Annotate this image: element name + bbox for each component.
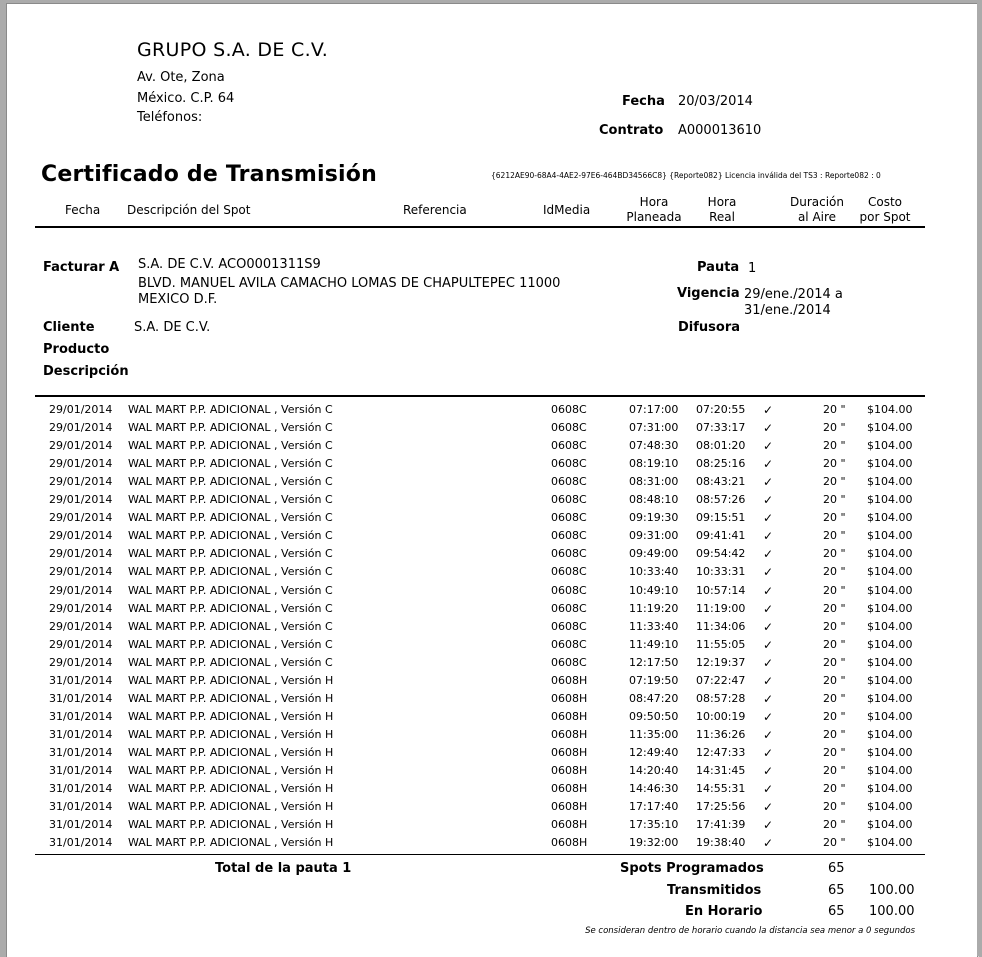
facturar-address-1: BLVD. MANUEL AVILA CAMACHO LOMAS DE CHAPULTEPEC 11000 (138, 276, 561, 291)
table-row (7, 457, 977, 475)
row-descripcion: WAL MART P.P. ADICIONAL , Versión C (128, 511, 333, 525)
row-hora-real: 10:57:14 (696, 583, 746, 597)
check-icon: ✓ (763, 529, 774, 544)
row-duracion: 20 " (823, 493, 846, 507)
row-idmedia: 0608H (551, 836, 588, 850)
row-hora-planeada: 12:49:40 (629, 745, 679, 759)
row-duracion: 20 " (823, 637, 846, 651)
row-duracion: 20 " (823, 529, 846, 543)
row-duracion: 20 " (823, 439, 846, 453)
row-fecha: 31/01/2014 (49, 800, 113, 814)
row-hora-real: 12:19:37 (696, 655, 746, 669)
check-icon: ✓ (763, 709, 774, 724)
row-idmedia: 0608H (551, 782, 588, 796)
row-duracion: 20 " (823, 673, 846, 687)
row-hora-real: 10:00:19 (696, 709, 746, 723)
footnote: Se consideran dentro de horario cuando la distancia sea menor a 0 segundos (585, 926, 915, 936)
col-header-hora-real-line1: Hora (707, 195, 737, 209)
row-fecha: 29/01/2014 (49, 547, 113, 561)
row-fecha: 29/01/2014 (49, 493, 113, 507)
row-fecha: 29/01/2014 (49, 655, 113, 669)
vigencia-value-2: 31/ene./2014 (744, 303, 831, 318)
col-header-duracion-line2: al Aire (797, 210, 837, 224)
pauta-label: Pauta (697, 260, 740, 275)
row-idmedia: 0608H (551, 727, 588, 741)
row-fecha: 29/01/2014 (49, 565, 113, 579)
check-icon: ✓ (763, 601, 774, 616)
row-descripcion: WAL MART P.P. ADICIONAL , Versión C (128, 565, 333, 579)
row-fecha: 29/01/2014 (49, 475, 113, 489)
row-hora-real: 07:20:55 (696, 403, 746, 416)
row-duracion: 20 " (823, 709, 846, 723)
col-header-hora-real-line2: Real (709, 210, 735, 224)
company-phones: Teléfonos: (137, 110, 203, 125)
table-row (7, 782, 977, 800)
row-idmedia: 0608C (551, 601, 587, 615)
row-descripcion: WAL MART P.P. ADICIONAL , Versión C (128, 655, 333, 669)
row-hora-real: 11:36:26 (696, 727, 746, 741)
table-row (7, 547, 977, 565)
report-title: Certificado de Transmisión (41, 162, 377, 187)
check-icon: ✓ (763, 511, 774, 526)
row-descripcion: WAL MART P.P. ADICIONAL , Versión C (128, 493, 333, 507)
row-hora-planeada: 07:31:00 (629, 421, 679, 435)
col-header-hora-real (693, 195, 751, 225)
facturar-address-2: MEXICO D.F. (138, 292, 218, 307)
col-header-duracion-line1: Duración (789, 195, 844, 209)
row-duracion: 20 " (823, 403, 846, 416)
row-idmedia: 0608C (551, 493, 587, 507)
row-hora-real: 17:41:39 (696, 818, 746, 832)
check-icon: ✓ (763, 655, 774, 670)
row-fecha: 29/01/2014 (49, 583, 113, 597)
row-hora-planeada: 11:35:00 (629, 727, 679, 741)
row-hora-real: 09:15:51 (696, 511, 746, 525)
row-descripcion: WAL MART P.P. ADICIONAL , Versión H (128, 727, 334, 741)
row-descripcion: WAL MART P.P. ADICIONAL , Versión H (128, 800, 334, 814)
row-hora-planeada: 08:31:00 (629, 475, 679, 489)
check-icon: ✓ (763, 547, 774, 562)
row-costo: $104.00 (867, 565, 913, 579)
row-costo: $104.00 (867, 709, 913, 723)
row-fecha: 31/01/2014 (49, 709, 113, 723)
col-header-fecha: Fecha (65, 203, 101, 217)
fecha-value: 20/03/2014 (678, 94, 753, 109)
row-hora-real: 07:22:47 (696, 673, 746, 687)
row-hora-real: 14:31:45 (696, 764, 746, 777)
row-costo: $104.00 (867, 583, 913, 597)
row-hora-real: 14:55:31 (696, 782, 746, 796)
cliente-value: S.A. DE C.V. (134, 320, 211, 335)
row-hora-real: 08:01:20 (696, 439, 746, 453)
table-row (7, 493, 977, 511)
company-address-line-1: Av. Ote, Zona (137, 70, 225, 85)
row-idmedia: 0608H (551, 709, 588, 723)
row-costo: $104.00 (867, 475, 913, 489)
row-costo: $104.00 (867, 691, 913, 705)
contrato-value: A000013610 (678, 123, 762, 138)
col-header-referencia: Referencia (403, 203, 467, 217)
row-fecha: 29/01/2014 (49, 619, 113, 633)
row-costo: $104.00 (867, 782, 913, 796)
table-row (7, 584, 977, 602)
en-horario-pct: 100.00 (869, 904, 915, 919)
row-costo: $104.00 (867, 493, 913, 507)
check-icon: ✓ (763, 619, 774, 634)
row-costo: $104.00 (867, 800, 913, 814)
table-row (7, 620, 977, 638)
row-fecha: 29/01/2014 (49, 457, 113, 471)
table-row (7, 475, 977, 493)
row-duracion: 20 " (823, 745, 846, 759)
check-icon: ✓ (763, 800, 774, 815)
row-costo: $104.00 (867, 403, 913, 416)
row-costo: $104.00 (867, 818, 913, 832)
row-idmedia: 0608H (551, 764, 588, 777)
table-row (7, 692, 977, 710)
row-costo: $104.00 (867, 529, 913, 543)
row-idmedia: 0608H (551, 673, 588, 687)
col-header-costo-line2: por Spot (859, 210, 911, 224)
row-duracion: 20 " (823, 655, 846, 669)
transmitidos-value: 65 (828, 883, 845, 898)
page-edge (977, 3, 982, 956)
row-costo: $104.00 (867, 745, 913, 759)
row-fecha: 31/01/2014 (49, 673, 113, 687)
contrato-label: Contrato (599, 123, 664, 138)
row-hora-real: 07:33:17 (696, 421, 746, 435)
row-fecha: 31/01/2014 (49, 727, 113, 741)
row-hora-planeada: 11:33:40 (629, 619, 679, 633)
row-hora-real: 08:57:28 (696, 691, 746, 705)
row-idmedia: 0608H (551, 691, 588, 705)
table-row (7, 511, 977, 529)
table-row (7, 529, 977, 547)
check-icon: ✓ (763, 403, 774, 417)
table-row (7, 728, 977, 746)
transmitidos-label: Transmitidos (667, 883, 762, 898)
row-fecha: 29/01/2014 (49, 403, 113, 416)
row-descripcion: WAL MART P.P. ADICIONAL , Versión C (128, 547, 333, 561)
row-costo: $104.00 (867, 421, 913, 435)
row-costo: $104.00 (867, 601, 913, 615)
row-costo: $104.00 (867, 764, 913, 777)
table-row (7, 403, 977, 421)
table-row (7, 638, 977, 656)
row-duracion: 20 " (823, 547, 846, 561)
row-fecha: 31/01/2014 (49, 782, 113, 796)
descripcion-label: Descripción (43, 364, 129, 379)
check-icon: ✓ (763, 673, 774, 688)
table-row (7, 764, 977, 782)
row-descripcion: WAL MART P.P. ADICIONAL , Versión C (128, 439, 333, 453)
report-page (6, 3, 978, 957)
row-costo: $104.00 (867, 619, 913, 633)
col-header-descripcion: Descripción del Spot (127, 203, 251, 217)
row-duracion: 20 " (823, 583, 846, 597)
row-idmedia: 0608C (551, 637, 587, 651)
row-descripcion: WAL MART P.P. ADICIONAL , Versión C (128, 637, 333, 651)
row-idmedia: 0608C (551, 583, 587, 597)
row-hora-planeada: 08:19:10 (629, 457, 679, 471)
row-idmedia: 0608C (551, 529, 587, 543)
row-idmedia: 0608H (551, 800, 588, 814)
row-duracion: 20 " (823, 511, 846, 525)
table-row (7, 602, 977, 620)
row-hora-planeada: 09:31:00 (629, 529, 679, 543)
facturar-name: S.A. DE C.V. ACO0001311S9 (138, 257, 321, 272)
row-hora-planeada: 07:19:50 (629, 673, 679, 687)
row-duracion: 20 " (823, 421, 846, 435)
row-hora-planeada: 07:17:00 (629, 403, 679, 416)
row-duracion: 20 " (823, 619, 846, 633)
row-descripcion: WAL MART P.P. ADICIONAL , Versión H (128, 764, 334, 777)
row-descripcion: WAL MART P.P. ADICIONAL , Versión H (128, 709, 334, 723)
cliente-label: Cliente (43, 320, 95, 335)
row-idmedia: 0608C (551, 511, 587, 525)
check-icon: ✓ (763, 727, 774, 742)
total-pauta-label: Total de la pauta 1 (215, 861, 352, 876)
check-icon: ✓ (763, 421, 774, 436)
row-duracion: 20 " (823, 475, 846, 489)
billing-divider (35, 395, 925, 397)
table-row (7, 656, 977, 674)
row-hora-real: 11:34:06 (696, 619, 746, 633)
check-icon: ✓ (763, 439, 774, 454)
row-fecha: 31/01/2014 (49, 691, 113, 705)
col-header-costo (855, 195, 915, 225)
row-descripcion: WAL MART P.P. ADICIONAL , Versión C (128, 529, 333, 543)
row-idmedia: 0608C (551, 439, 587, 453)
check-icon: ✓ (763, 745, 774, 760)
col-header-costo-line1: Costo (867, 195, 903, 209)
row-duracion: 20 " (823, 457, 846, 471)
row-fecha: 29/01/2014 (49, 637, 113, 651)
producto-label: Producto (43, 342, 110, 357)
col-header-hora-planeada-line2: Planeada (626, 210, 682, 224)
row-fecha: 31/01/2014 (49, 836, 113, 850)
table-row (7, 439, 977, 457)
row-costo: $104.00 (867, 655, 913, 669)
table-row (7, 800, 977, 818)
row-descripcion: WAL MART P.P. ADICIONAL , Versión H (128, 673, 334, 687)
row-fecha: 29/01/2014 (49, 529, 113, 543)
check-icon: ✓ (763, 782, 774, 797)
row-hora-real: 12:47:33 (696, 745, 746, 759)
facturar-label: Facturar A (43, 260, 120, 275)
row-hora-real: 08:25:16 (696, 457, 746, 471)
row-hora-planeada: 10:49:10 (629, 583, 679, 597)
row-duracion: 20 " (823, 764, 846, 777)
row-costo: $104.00 (867, 727, 913, 741)
row-hora-planeada: 08:48:10 (629, 493, 679, 507)
row-hora-real: 11:55:05 (696, 637, 746, 651)
row-fecha: 31/01/2014 (49, 818, 113, 832)
row-descripcion: WAL MART P.P. ADICIONAL , Versión H (128, 745, 334, 759)
row-descripcion: WAL MART P.P. ADICIONAL , Versión C (128, 601, 333, 615)
row-fecha: 29/01/2014 (49, 439, 113, 453)
en-horario-label: En Horario (685, 904, 763, 919)
row-costo: $104.00 (867, 547, 913, 561)
row-fecha: 31/01/2014 (49, 745, 113, 759)
row-idmedia: 0608H (551, 745, 588, 759)
row-descripcion: WAL MART P.P. ADICIONAL , Versión H (128, 691, 334, 705)
col-header-hora-planeada (619, 195, 689, 225)
row-idmedia: 0608C (551, 403, 587, 416)
row-hora-planeada: 19:32:00 (629, 836, 679, 850)
row-descripcion: WAL MART P.P. ADICIONAL , Versión C (128, 403, 333, 416)
row-descripcion: WAL MART P.P. ADICIONAL , Versión C (128, 475, 333, 489)
spots-programados-value: 65 (828, 861, 845, 876)
row-hora-real: 10:33:31 (696, 565, 746, 579)
table-row (7, 565, 977, 583)
row-duracion: 20 " (823, 601, 846, 615)
row-duracion: 20 " (823, 782, 846, 796)
row-hora-planeada: 17:35:10 (629, 818, 679, 832)
check-icon: ✓ (763, 583, 774, 598)
row-descripcion: WAL MART P.P. ADICIONAL , Versión H (128, 782, 334, 796)
row-hora-real: 09:54:42 (696, 547, 746, 561)
row-costo: $104.00 (867, 836, 913, 850)
row-hora-planeada: 10:33:40 (629, 565, 679, 579)
row-descripcion: WAL MART P.P. ADICIONAL , Versión C (128, 583, 333, 597)
row-fecha: 29/01/2014 (49, 421, 113, 435)
table-row (7, 674, 977, 692)
table-row (7, 818, 977, 836)
row-costo: $104.00 (867, 673, 913, 687)
spots-programados-label: Spots Programados (620, 861, 764, 876)
row-hora-real: 19:38:40 (696, 836, 746, 850)
row-hora-planeada: 08:47:20 (629, 691, 679, 705)
row-hora-planeada: 12:17:50 (629, 655, 679, 669)
row-hora-planeada: 14:46:30 (629, 782, 679, 796)
row-hora-planeada: 14:20:40 (629, 764, 679, 777)
row-idmedia: 0608C (551, 547, 587, 561)
row-descripcion: WAL MART P.P. ADICIONAL , Versión C (128, 421, 333, 435)
row-hora-planeada: 07:48:30 (629, 439, 679, 453)
row-fecha: 31/01/2014 (49, 764, 113, 777)
difusora-label: Difusora (678, 320, 741, 335)
row-descripcion: WAL MART P.P. ADICIONAL , Versión C (128, 457, 333, 471)
pauta-value: 1 (748, 261, 757, 276)
table-row (7, 836, 977, 854)
check-icon: ✓ (763, 493, 774, 508)
company-address-line-2: México. C.P. 64 (137, 91, 235, 106)
fecha-label: Fecha (622, 94, 665, 109)
row-hora-real: 17:25:56 (696, 800, 746, 814)
row-duracion: 20 " (823, 818, 846, 832)
row-duracion: 20 " (823, 691, 846, 705)
row-idmedia: 0608C (551, 457, 587, 471)
table-row (7, 746, 977, 764)
check-icon: ✓ (763, 637, 774, 652)
row-hora-real: 11:19:00 (696, 601, 746, 615)
row-hora-real: 08:57:26 (696, 493, 746, 507)
row-descripcion: WAL MART P.P. ADICIONAL , Versión H (128, 836, 334, 850)
row-duracion: 20 " (823, 800, 846, 814)
row-hora-planeada: 17:17:40 (629, 800, 679, 814)
col-header-hora-planeada-line1: Hora (639, 195, 669, 209)
row-hora-real: 08:43:21 (696, 475, 746, 489)
row-hora-planeada: 09:19:30 (629, 511, 679, 525)
table-row (7, 421, 977, 439)
check-icon: ✓ (763, 691, 774, 706)
row-idmedia: 0608C (551, 619, 587, 633)
check-icon: ✓ (763, 475, 774, 490)
check-icon: ✓ (763, 457, 774, 472)
row-hora-planeada: 09:50:50 (629, 709, 679, 723)
row-idmedia: 0608H (551, 818, 588, 832)
row-idmedia: 0608C (551, 475, 587, 489)
row-duracion: 20 " (823, 727, 846, 741)
col-header-idmedia: IdMedia (543, 203, 591, 217)
row-descripcion: WAL MART P.P. ADICIONAL , Versión C (128, 619, 333, 633)
table-bottom-divider (35, 854, 925, 855)
en-horario-value: 65 (828, 904, 845, 919)
table-row (7, 710, 977, 728)
row-fecha: 29/01/2014 (49, 601, 113, 615)
transmitidos-pct: 100.00 (869, 883, 915, 898)
header-divider (35, 226, 925, 228)
vigencia-label: Vigencia (677, 286, 740, 301)
row-hora-planeada: 11:49:10 (629, 637, 679, 651)
row-costo: $104.00 (867, 457, 913, 471)
col-header-duracion (783, 195, 851, 225)
row-duracion: 20 " (823, 836, 846, 850)
row-idmedia: 0608C (551, 565, 587, 579)
company-name: GRUPO S.A. DE C.V. (137, 39, 329, 61)
row-costo: $104.00 (867, 637, 913, 651)
row-descripcion: WAL MART P.P. ADICIONAL , Versión H (128, 818, 334, 832)
row-idmedia: 0608C (551, 655, 587, 669)
check-icon: ✓ (763, 565, 774, 580)
row-idmedia: 0608C (551, 421, 587, 435)
check-icon: ✓ (763, 836, 774, 851)
row-hora-planeada: 11:19:20 (629, 601, 679, 615)
row-costo: $104.00 (867, 439, 913, 453)
row-costo: $104.00 (867, 511, 913, 525)
check-icon: ✓ (763, 764, 774, 778)
check-icon: ✓ (763, 818, 774, 833)
row-hora-real: 09:41:41 (696, 529, 746, 543)
row-fecha: 29/01/2014 (49, 511, 113, 525)
vigencia-value-1: 29/ene./2014 a (744, 287, 843, 302)
row-duracion: 20 " (823, 565, 846, 579)
license-notice: {6212AE90-68A4-4AE2-97E6-464BD34566C8} {Reporte082} Licencia inválida del TS3 : Reporte082 : 0 (491, 171, 881, 180)
row-hora-planeada: 09:49:00 (629, 547, 679, 561)
